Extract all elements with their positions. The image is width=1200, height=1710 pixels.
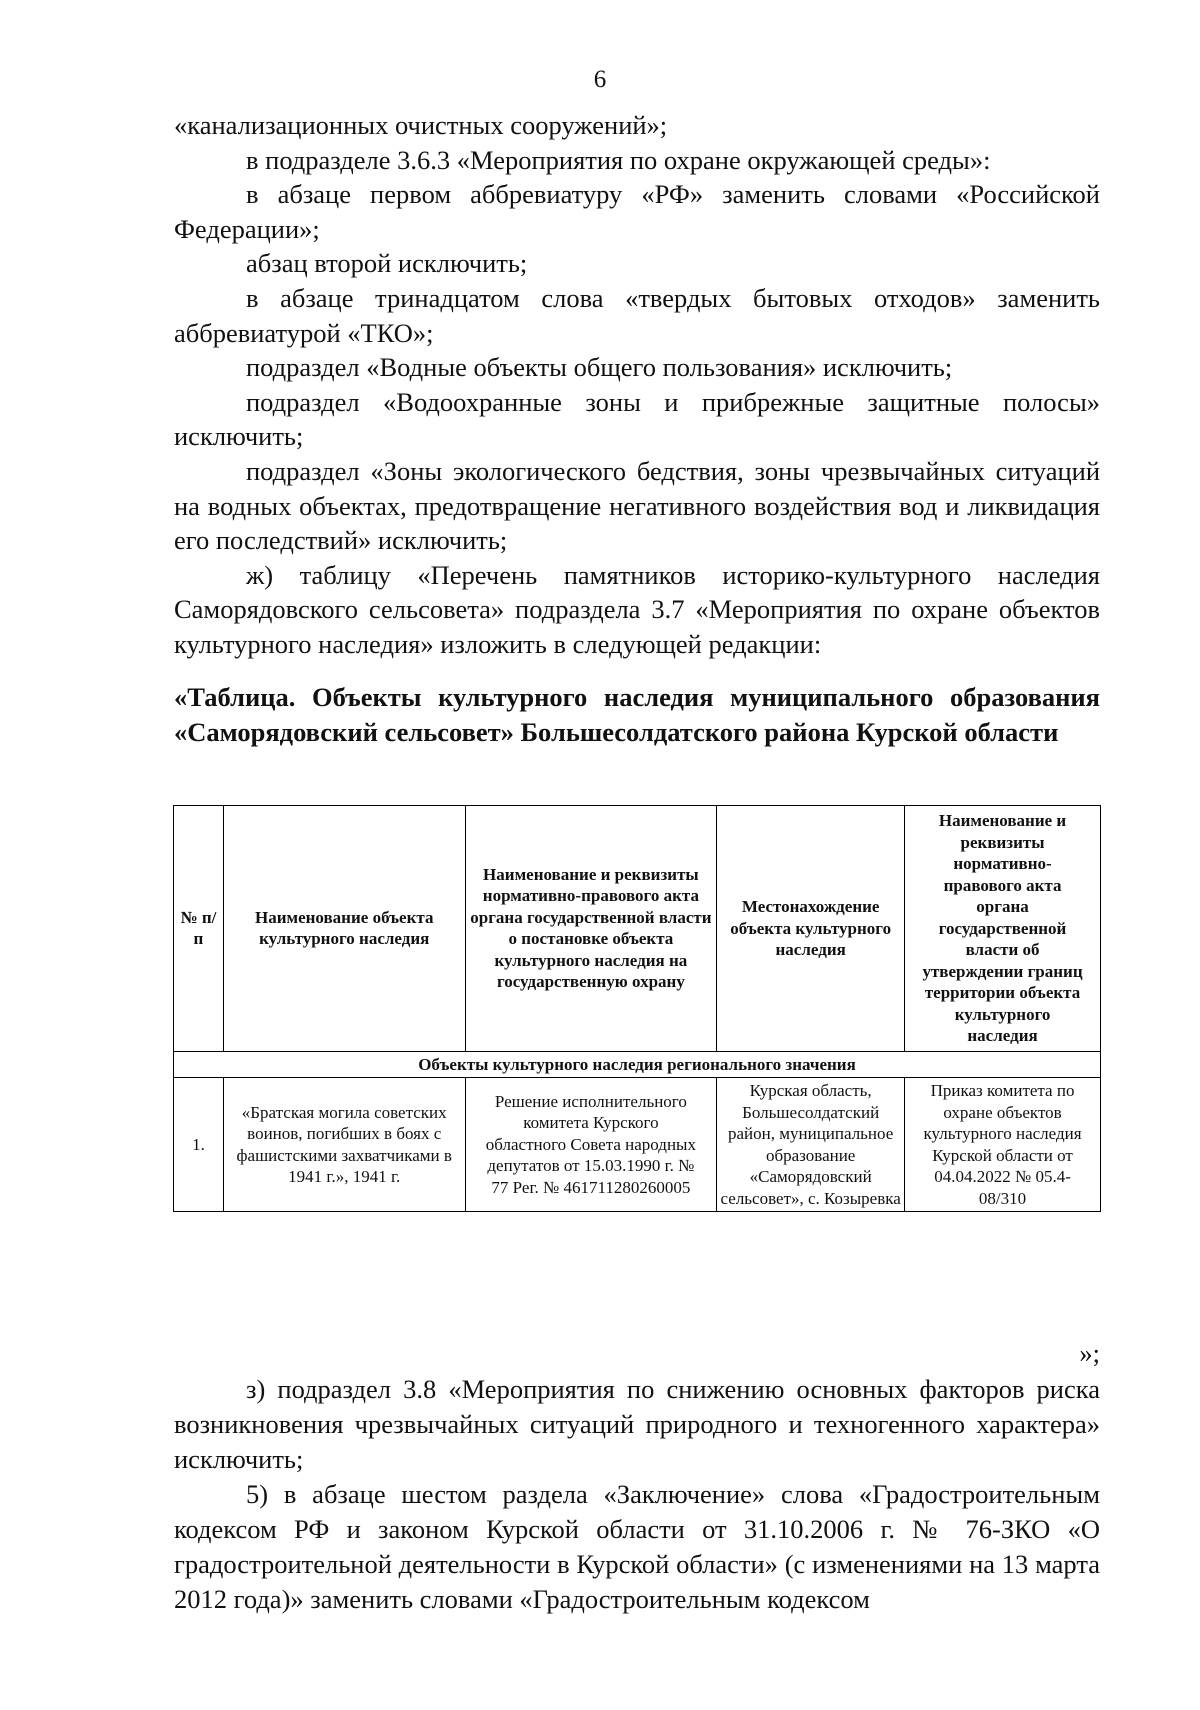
table-row: [174, 1078, 1101, 1212]
header-object-name: Наименование объекта культурного наследия: [223, 806, 465, 1052]
cell-location: Курская область, Большесолдатский район, муниципальное образование «Саморядовский сельсовет», с. Козыревка: [717, 1078, 905, 1212]
section-title: Объекты культурного наследия регионального значения: [174, 1051, 1101, 1078]
paragraph: ж) таблицу «Перечень памятников историко-культурного наследия Саморядовского сельсовета» подраздела 3.7 «Мероприятия по охране объектов культурного наследия» изложить в следующей редакции:: [174, 559, 1100, 659]
paragraph: «канализационных очистных сооружений»;: [174, 110, 668, 140]
tail-text: [174, 1372, 1100, 1617]
table-section-row: [174, 1051, 1101, 1078]
paragraph: абзац второй исключить;: [246, 248, 528, 279]
closing-quote: »;: [1079, 1338, 1100, 1368]
cell-object-name: «Братская могила советских воинов, погибших в боях с фашистскими захватчиками в 1941 г.», 1941 г.: [223, 1078, 465, 1212]
paragraph: 5) в абзаце шестом раздела «Заключение» слова «Градостроительным кодексом РФ и законом Курской области от 31.10.2006 г. № 76-ЗКО «О градостроительной деятельности в Курской области» (с изменениями на 13 марта 2012 года)» заменить словами «Градостроительным кодексом: [174, 1479, 1100, 1614]
header-location: Местонахождение объекта культурного наследия: [717, 806, 905, 1052]
paragraph: подраздел «Зоны экологического бедствия, зоны чрезвычайных ситуаций на водных объектах, предотвращение негативного воздействия вод и ликвидация его последствий» исключить;: [174, 455, 1100, 556]
table-caption-text: «Таблица. Объекты культурного наследия муниципального образования «Саморядовский сельсовет» Большесолдатского района Курской области: [174, 682, 1100, 747]
paragraph: подраздел «Водоохранные зоны и прибрежные защитные полосы» исключить;: [174, 386, 1100, 452]
paragraph: подраздел «Водные объекты общего пользования» исключить;: [246, 352, 953, 383]
paragraph: в абзаце первом аббревиатуру «РФ» заменить словами «Российской Федерации»;: [174, 179, 1100, 244]
cell-boundary-act: Приказ комитета по охране объектов культурного наследия Курской области от 04.04.2022 № 05.4-08/310: [905, 1078, 1101, 1212]
table-caption: [174, 680, 1100, 750]
header-boundary-act: Наименование и реквизиты нормативно-правового акта органа государственной власти об утверждении границ территории объекта культурного наследия: [905, 806, 1101, 1052]
body-text: [174, 108, 1100, 662]
paragraph: з) подраздел 3.8 «Мероприятия по снижению основных факторов риска возникновения чрезвычайных ситуаций природного и техногенного характера» исключить;: [174, 1374, 1100, 1474]
page-number: 6: [593, 66, 607, 93]
header-number: № п/п: [174, 806, 224, 1052]
heritage-table: [173, 805, 1101, 1212]
table-header-row: [174, 806, 1101, 1052]
cell-protection-act: Решение исполнительного комитета Курского областного Совета народных депутатов от 15.03.1990 г. № 77 Рег. № 461711280260005: [465, 1078, 717, 1212]
paragraph: в подразделе 3.6.3 «Мероприятия по охране окружающей среды»:: [246, 144, 991, 175]
header-protection-act: Наименование и реквизиты нормативно-правового акта органа государственной власти о постановке объекта культурного наследия на государственную охрану: [465, 806, 717, 1052]
cell-number: 1.: [174, 1078, 224, 1212]
paragraph: в абзаце тринадцатом слова «твердых бытовых отходов» заменить аббревиатурой «ТКО»;: [174, 282, 1100, 348]
